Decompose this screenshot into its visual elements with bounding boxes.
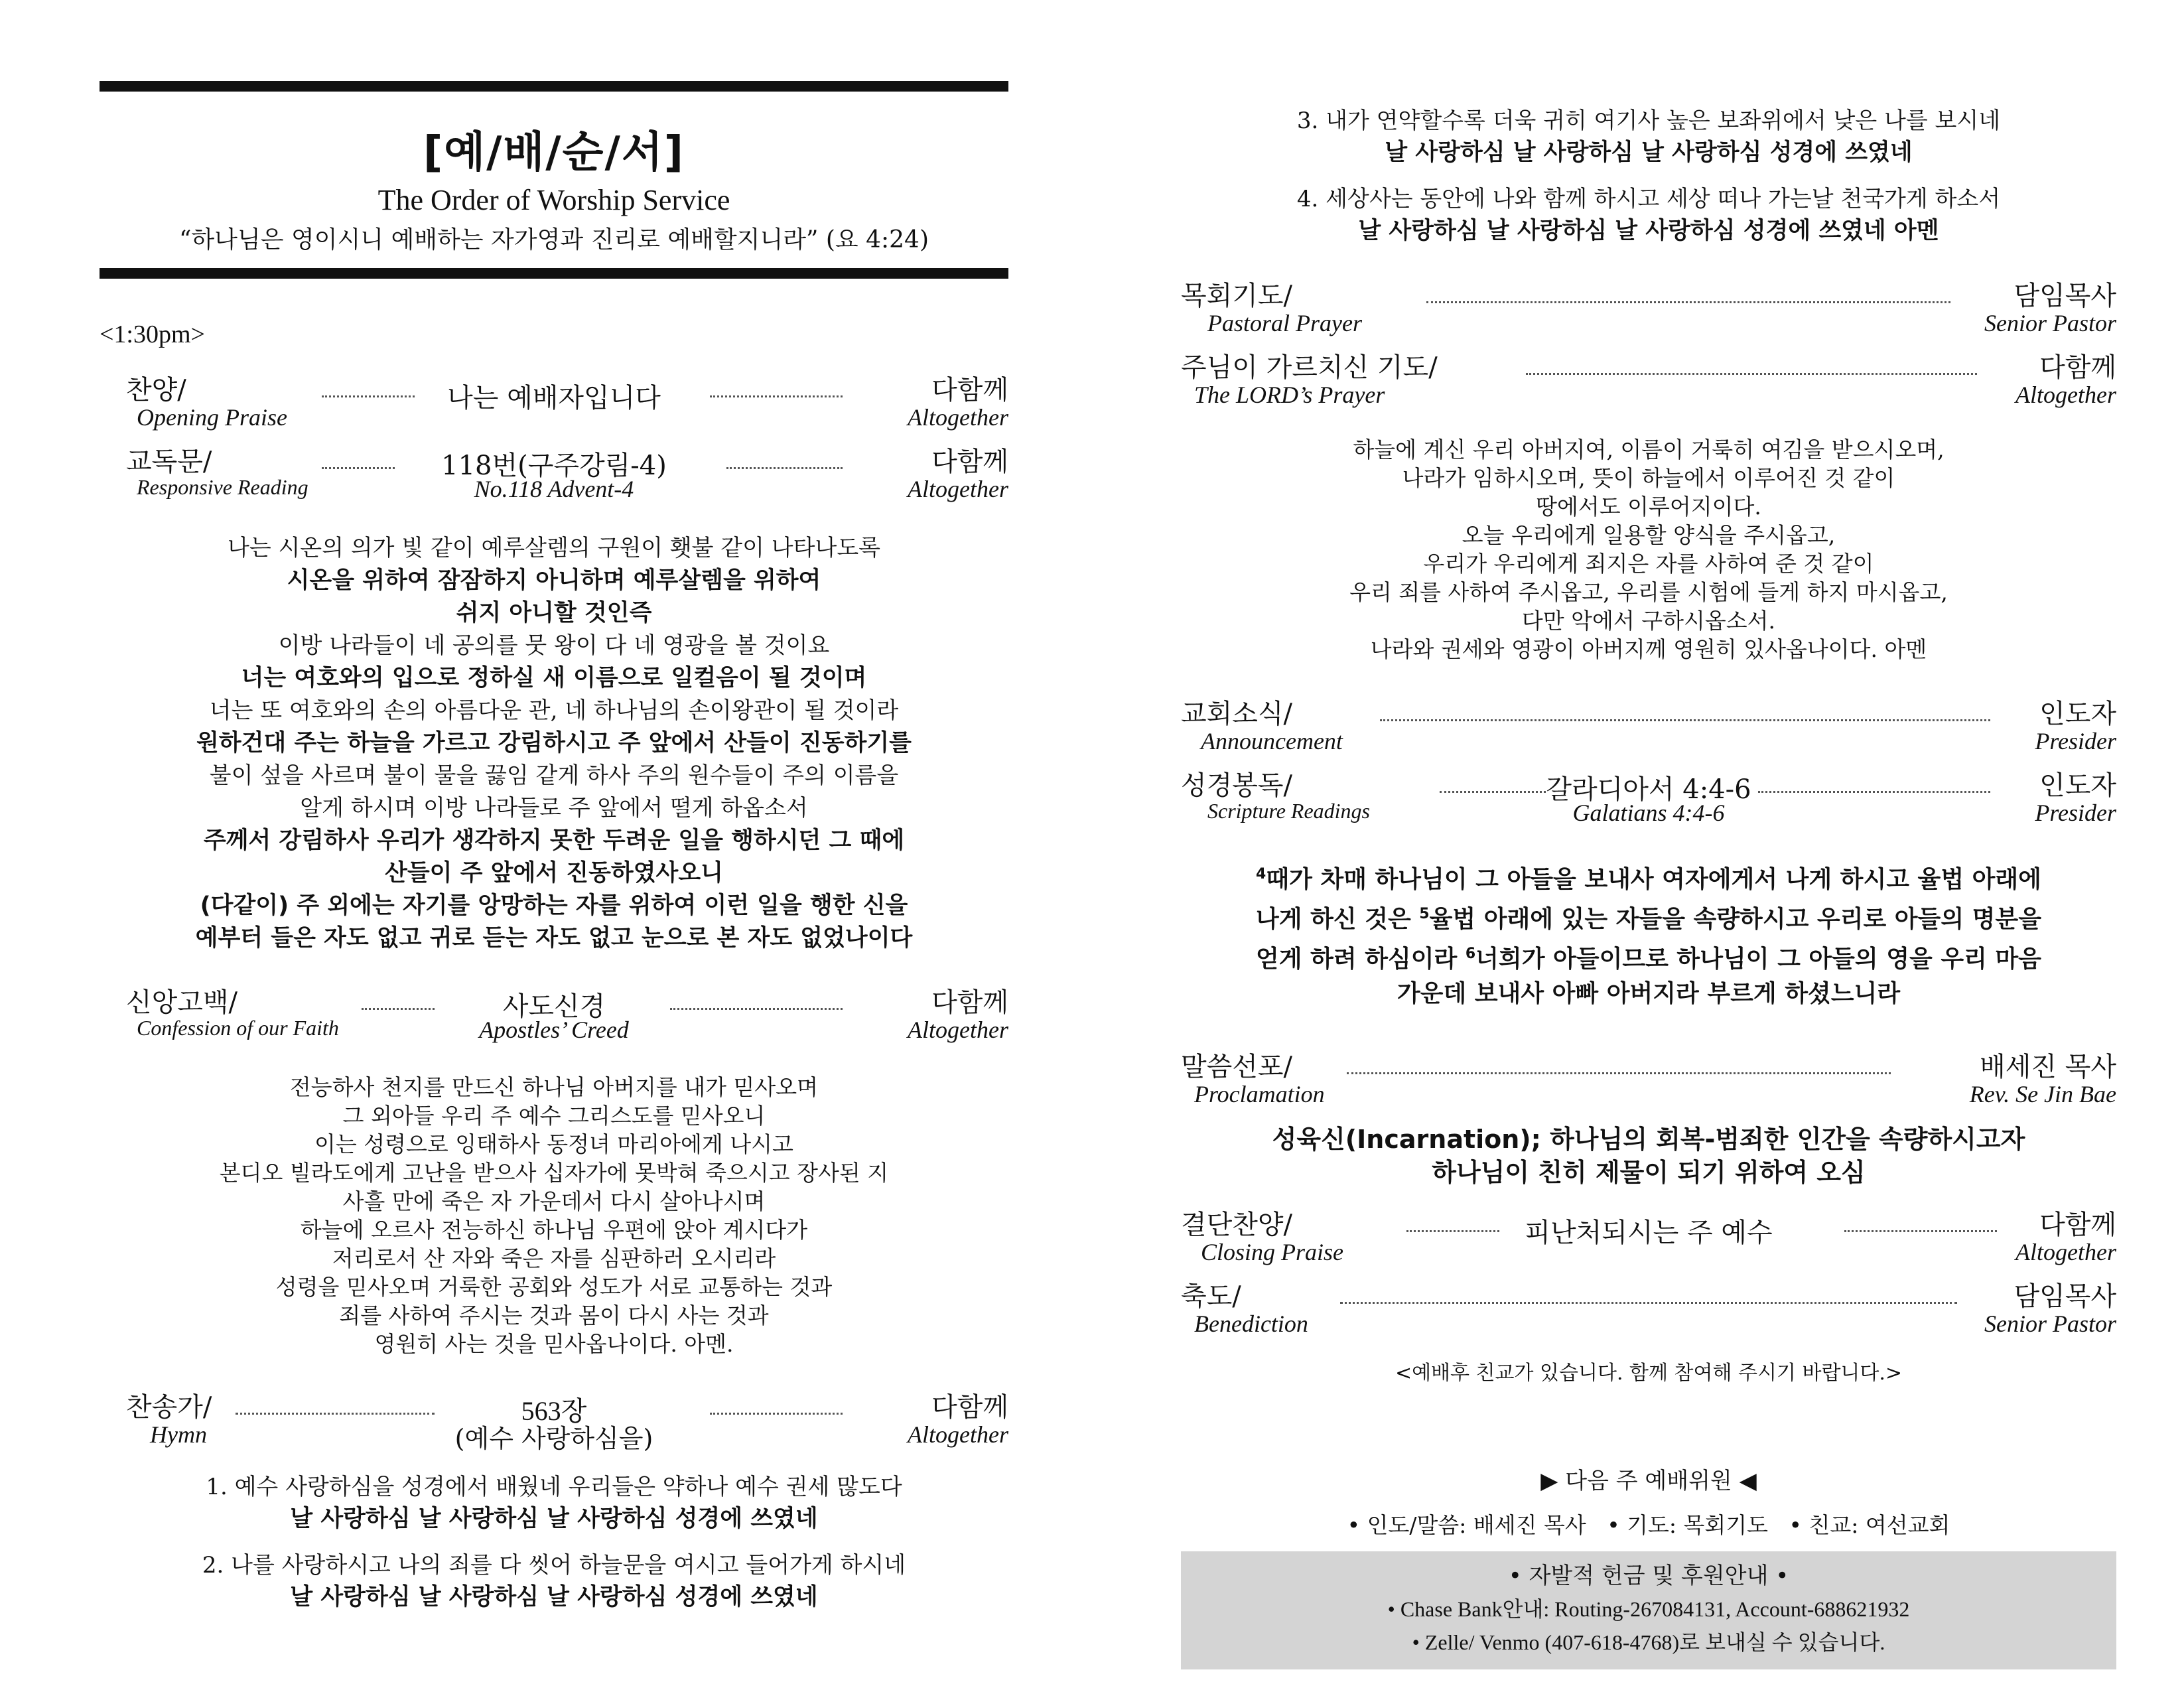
page-subtitle: The Order of Worship Service [377, 184, 730, 216]
verse-number: 5 [1419, 906, 1430, 922]
order-item-pastoral-prayer [1181, 275, 2116, 346]
item-label-kr: 교회소식/ [1181, 699, 1293, 729]
item-leader-en: Senior Pastor [1984, 310, 2116, 336]
leader-dots [1844, 1230, 1997, 1232]
hymn-verse-1 [100, 1471, 1008, 1535]
item-leader-kr: 담임목사 [2013, 281, 2116, 311]
scripture-text-segment: 얻게 하려 하심이라 [1256, 946, 1466, 973]
reading-line: 산들이 주 앞에서 진동하였사오니 [385, 860, 723, 886]
leader-dots [670, 1008, 843, 1010]
order-item-closing-praise [1181, 1204, 2116, 1275]
item-leader-kr: 다함께 [931, 375, 1008, 405]
next-week-line: • 인도/말씀: 배세진 목사 • 기도: 목회기도 • 친교: 여선교회 [1347, 1512, 1950, 1538]
reading-line: 너는 또 여호와의 손의 아름다운 관, 네 하나님의 손이왕관이 될 것이라 [209, 697, 899, 724]
scripture-line [1181, 857, 2116, 897]
offering-bank-line: • Chase Bank안내: Routing-267084131, Account-688621932 [1387, 1597, 1910, 1621]
header-bottom-rule [100, 268, 1008, 279]
item-leader-en: Altogether [908, 1017, 1008, 1043]
fellowship-note: <예배후 친교가 있습니다. 함께 참여해 주시기 바랍니다.> [1395, 1362, 1903, 1385]
leader-dots [726, 467, 843, 469]
prayer-line: 다만 악에서 구하시옵소서. [1521, 608, 1776, 634]
scripture-text-segment: 너희가 아들이므로 하나님이 그 아들의 영을 우리 마음 [1475, 946, 2041, 973]
item-leader-kr: 다함께 [931, 987, 1008, 1018]
item-leader-kr: 배세진 목사 [1980, 1052, 2116, 1082]
item-title: 갈라디아서 4:4-6 [1546, 774, 1751, 805]
leader-dots [1758, 791, 1990, 793]
item-title-en: Galatians 4:4-6 [1572, 800, 1725, 826]
hymn-verse-line: 2. 나를 사랑하시고 나의 죄를 다 씻어 하늘문을 여시고 들어가게 하시네 [202, 1552, 906, 1579]
item-leader-en: Presider [2035, 800, 2116, 826]
verse-number: 6 [1465, 946, 1476, 962]
item-leader-kr: 다함께 [2039, 1210, 2116, 1240]
leader-dots [1347, 1072, 1891, 1074]
leader-dots [1526, 373, 1977, 375]
item-label-en: Benediction [1194, 1310, 1308, 1337]
order-item-proclamation [1181, 1046, 2116, 1117]
hymn-verse-3 [1181, 105, 2116, 169]
leader-dots [1426, 301, 1950, 303]
item-leader-kr: 다함께 [931, 1392, 1008, 1423]
reading-line: 불이 섶을 사르며 불이 물을 끓임 같게 하사 주의 원수들이 주의 이름을 [209, 762, 899, 789]
leader-dots [1340, 1302, 1957, 1304]
scripture-line [1181, 937, 2116, 977]
hymn-verse-line: 4. 세상사는 동안에 나와 함께 하시고 세상 떠나 가는날 천국가게 하소서 [1296, 186, 2001, 212]
service-time: <1:30pm> [100, 320, 205, 348]
item-leader-kr: 다함께 [2039, 352, 2116, 383]
item-title: 118번(구주강림-4) [441, 451, 667, 481]
creed-line: 본디오 빌라도에게 고난을 받으사 십자가에 못박혀 죽으시고 장사된 지 [219, 1160, 889, 1186]
creed-line: 저리로서 산 자와 죽은 자를 심판하러 오시리라 [332, 1245, 776, 1271]
page-title: [예/배/순/서] [423, 128, 685, 177]
sermon-title-line: 하나님이 친히 제물이 되기 위하여 오심 [1432, 1158, 1866, 1187]
item-leader-kr: 다함께 [931, 447, 1008, 477]
item-title: 563장 [521, 1396, 587, 1426]
item-title-en: Apostles’ Creed [479, 1017, 629, 1043]
reading-line: 나는 시온의 의가 빛 같이 예루살렘의 구원이 횃불 같이 나타나도록 [227, 535, 881, 561]
item-leader-kr: 인도자 [2039, 770, 2116, 801]
item-label-kr: 말씀선포/ [1181, 1052, 1293, 1082]
reading-line: 쉬지 아니할 것인즉 [456, 600, 652, 626]
verse-number: 4 [1256, 866, 1266, 882]
reading-line: 원하건대 주는 하늘을 가르고 강림하시고 주 앞에서 산들이 진동하기를 [196, 730, 912, 756]
creed-line: 그 외아들 우리 주 예수 그리스도를 믿사오니 [342, 1103, 766, 1129]
item-leader-en: Altogether [908, 476, 1008, 502]
item-title: 나는 예배자입니다 [447, 383, 661, 413]
order-item-lords-prayer [1181, 346, 2116, 418]
responsive-reading-text [100, 532, 1008, 955]
offering-box [1181, 1551, 2116, 1669]
creed-line: 죄를 사하여 주시는 것과 몸이 다시 사는 것과 [339, 1303, 769, 1328]
apostles-creed-text [100, 1073, 1008, 1358]
item-leader-kr: 담임목사 [2013, 1281, 2116, 1312]
item-label-en: Announcement [1201, 728, 1343, 754]
prayer-line: 나라와 권세와 영광이 아버지께 영원히 있사옵나이다. 아멘 [1370, 636, 1927, 662]
item-label-en: Responsive Reading [137, 475, 308, 499]
creed-line: 영원히 사는 것을 믿사옵나이다. 아멘. [374, 1331, 734, 1357]
reading-line: 예부터 들은 자도 없고 귀로 듣는 자도 없고 눈으로 본 자도 없었나이다 [195, 925, 913, 952]
lords-prayer-text [1181, 435, 2116, 664]
scripture-text-segment: 나게 하신 것은 [1256, 906, 1420, 933]
leader-dots [710, 1413, 843, 1415]
scripture-line [1181, 897, 2116, 937]
hymn-refrain: 날 사랑하심 날 사랑하심 날 사랑하심 성경에 쓰였네 [1385, 139, 1913, 166]
hymn-verse-2 [100, 1549, 1008, 1613]
prayer-line: 땅에서도 이루어지이다. [1536, 494, 1761, 520]
left-column [100, 0, 1008, 1613]
item-label-kr: 목회기도/ [1181, 281, 1293, 311]
hymn-verse-line: 1. 예수 사랑하심을 성경에서 배웠네 우리들은 약하나 예수 권세 많도다 [206, 1474, 902, 1500]
item-leader-en: Altogether [2015, 382, 2116, 408]
item-label-kr: 주님이 가르치신 기도/ [1181, 352, 1438, 383]
order-item-confession [100, 981, 1008, 1053]
item-title: 사도신경 [502, 991, 606, 1022]
item-title-2: (예수 사랑하심을) [454, 1424, 653, 1453]
reading-line: 이방 나라들이 네 공의를 뭇 왕이 다 네 영광을 볼 것이요 [278, 632, 830, 659]
item-label-en: Confession of our Faith [137, 1016, 339, 1040]
reading-line: 주께서 강림하사 우리가 생각하지 못한 두려운 일을 행하시던 그 때에 [203, 827, 905, 854]
next-week-title: ▶ 다음 주 예배위원 ◀ [1540, 1468, 1757, 1494]
order-item-opening-praise [100, 369, 1008, 441]
scripture-text-segment: 율법 아래에 있는 자들을 속량하시고 우리로 아들의 명분을 [1429, 906, 2041, 933]
prayer-line: 나라가 임하시오며, 뜻이 하늘에서 이루어진 것 같이 [1402, 465, 1895, 491]
offering-title: • 자발적 헌금 및 후원안내 • [1508, 1563, 1789, 1589]
top-rule [100, 81, 1008, 92]
scripture-text-segment: 때가 차매 하나님이 그 아들을 보내사 여자에게서 나게 하시고 율법 아래에 [1266, 866, 2041, 893]
hymn-refrain: 날 사랑하심 날 사랑하심 날 사랑하심 성경에 쓰였네 [290, 1584, 818, 1610]
creed-line: 하늘에 오르사 전능하신 하나님 우편에 앉아 계시다가 [300, 1217, 808, 1243]
item-label-en: Pastoral Prayer [1207, 310, 1362, 336]
item-title: 피난처되시는 주 예수 [1525, 1218, 1773, 1248]
creed-line: 전능하사 천지를 만드신 하나님 아버지를 내가 믿사오며 [289, 1074, 819, 1100]
item-label-kr: 성경봉독/ [1181, 770, 1293, 801]
item-label-kr: 축도/ [1181, 1281, 1241, 1312]
reading-line: (다같이) 주 외에는 자기를 앙망하는 자를 위하여 이런 일을 행한 신을 [200, 892, 908, 919]
leader-dots [1380, 719, 1990, 721]
item-leader-en: Altogether [908, 404, 1008, 431]
item-leader-kr: 인도자 [2039, 699, 2116, 729]
item-label-kr: 신앙고백/ [126, 987, 238, 1018]
prayer-line: 우리가 우리에게 죄지은 자를 사하여 준 것 같이 [1423, 551, 1874, 577]
reading-line: 시온을 위하여 잠잠하지 아니하며 예루살렘을 위하여 [287, 567, 821, 594]
item-leader-en: Rev. Se Jin Bae [1969, 1081, 2116, 1107]
scripture-line: 가운데 보내사 아빠 아버지라 부르게 하셨느니라 [1397, 980, 1901, 1007]
header-verse: “하나님은 영이시니 예배하는 자가영과 진리로 예배할지니라” (요 4:24) [178, 226, 929, 253]
right-column [1181, 0, 2116, 1669]
reading-line: 너는 여호와의 입으로 정하실 새 이름으로 일컬음이 될 것이며 [241, 665, 867, 691]
prayer-line: 하늘에 계신 우리 아버지여, 이름이 거룩히 여김을 받으시오며, [1353, 437, 1945, 462]
order-item-scripture [1181, 764, 2116, 836]
offering-zelle-line: • Zelle/ Venmo (407-618-4768)로 보내실 수 있습니다. [1412, 1630, 1885, 1654]
order-item-benediction [1181, 1275, 2116, 1347]
item-label-en: Opening Praise [137, 404, 287, 431]
prayer-line: 오늘 우리에게 일용할 양식을 주시옵고, [1462, 522, 1836, 548]
scripture-text [1181, 857, 2116, 1011]
item-label-kr: 찬양/ [126, 375, 186, 405]
reading-line: 알게 하시며 이방 나라들로 주 앞에서 떨게 하옵소서 [300, 795, 808, 821]
item-leader-en: Senior Pastor [1984, 1310, 2116, 1337]
creed-line: 성령을 믿사오며 거룩한 공회와 성도가 서로 교통하는 것과 [275, 1274, 833, 1300]
item-leader-en: Altogether [908, 1421, 1008, 1448]
prayer-line: 우리 죄를 사하여 주시옵고, 우리를 시험에 들게 하지 마시옵고, [1349, 579, 1948, 605]
item-leader-en: Altogether [2015, 1239, 2116, 1265]
sermon-title-line: 성육신(Incarnation); 하나님의 회복-범죄한 인간을 속량하시고자 [1272, 1125, 2025, 1154]
hymn-verse-4 [1181, 183, 2116, 247]
hymn-verse-line: 3. 내가 연약할수록 더욱 귀히 여기사 높은 보좌위에서 낮은 나를 보시네 [1296, 107, 2001, 134]
sermon-title [1181, 1123, 2116, 1189]
item-label-en: Proclamation [1194, 1081, 1325, 1107]
item-label-en: Closing Praise [1201, 1239, 1344, 1265]
order-item-responsive-reading [100, 441, 1008, 512]
item-label-kr: 결단찬양/ [1181, 1210, 1293, 1240]
leader-dots [710, 395, 843, 397]
item-label-en: Scripture Readings [1207, 799, 1370, 823]
order-item-hymn [100, 1386, 1008, 1458]
item-leader-en: Presider [2035, 728, 2116, 754]
item-label-kr: 찬송가/ [126, 1392, 212, 1423]
item-title-en: No.118 Advent-4 [474, 476, 634, 502]
creed-line: 이는 성령으로 잉태하사 동정녀 마리아에게 나시고 [314, 1131, 793, 1157]
item-label-en: Hymn [150, 1421, 207, 1448]
item-label-kr: 교독문/ [126, 447, 212, 477]
hymn-refrain: 날 사랑하심 날 사랑하심 날 사랑하심 성경에 쓰였네 아멘 [1358, 218, 1939, 244]
item-label-en: The LORD’s Prayer [1194, 382, 1385, 408]
hymn-refrain: 날 사랑하심 날 사랑하심 날 사랑하심 성경에 쓰였네 [290, 1506, 818, 1532]
order-item-announcement [1181, 693, 2116, 764]
creed-line: 사흘 만에 죽은 자 가운데서 다시 살아나시며 [342, 1188, 766, 1214]
